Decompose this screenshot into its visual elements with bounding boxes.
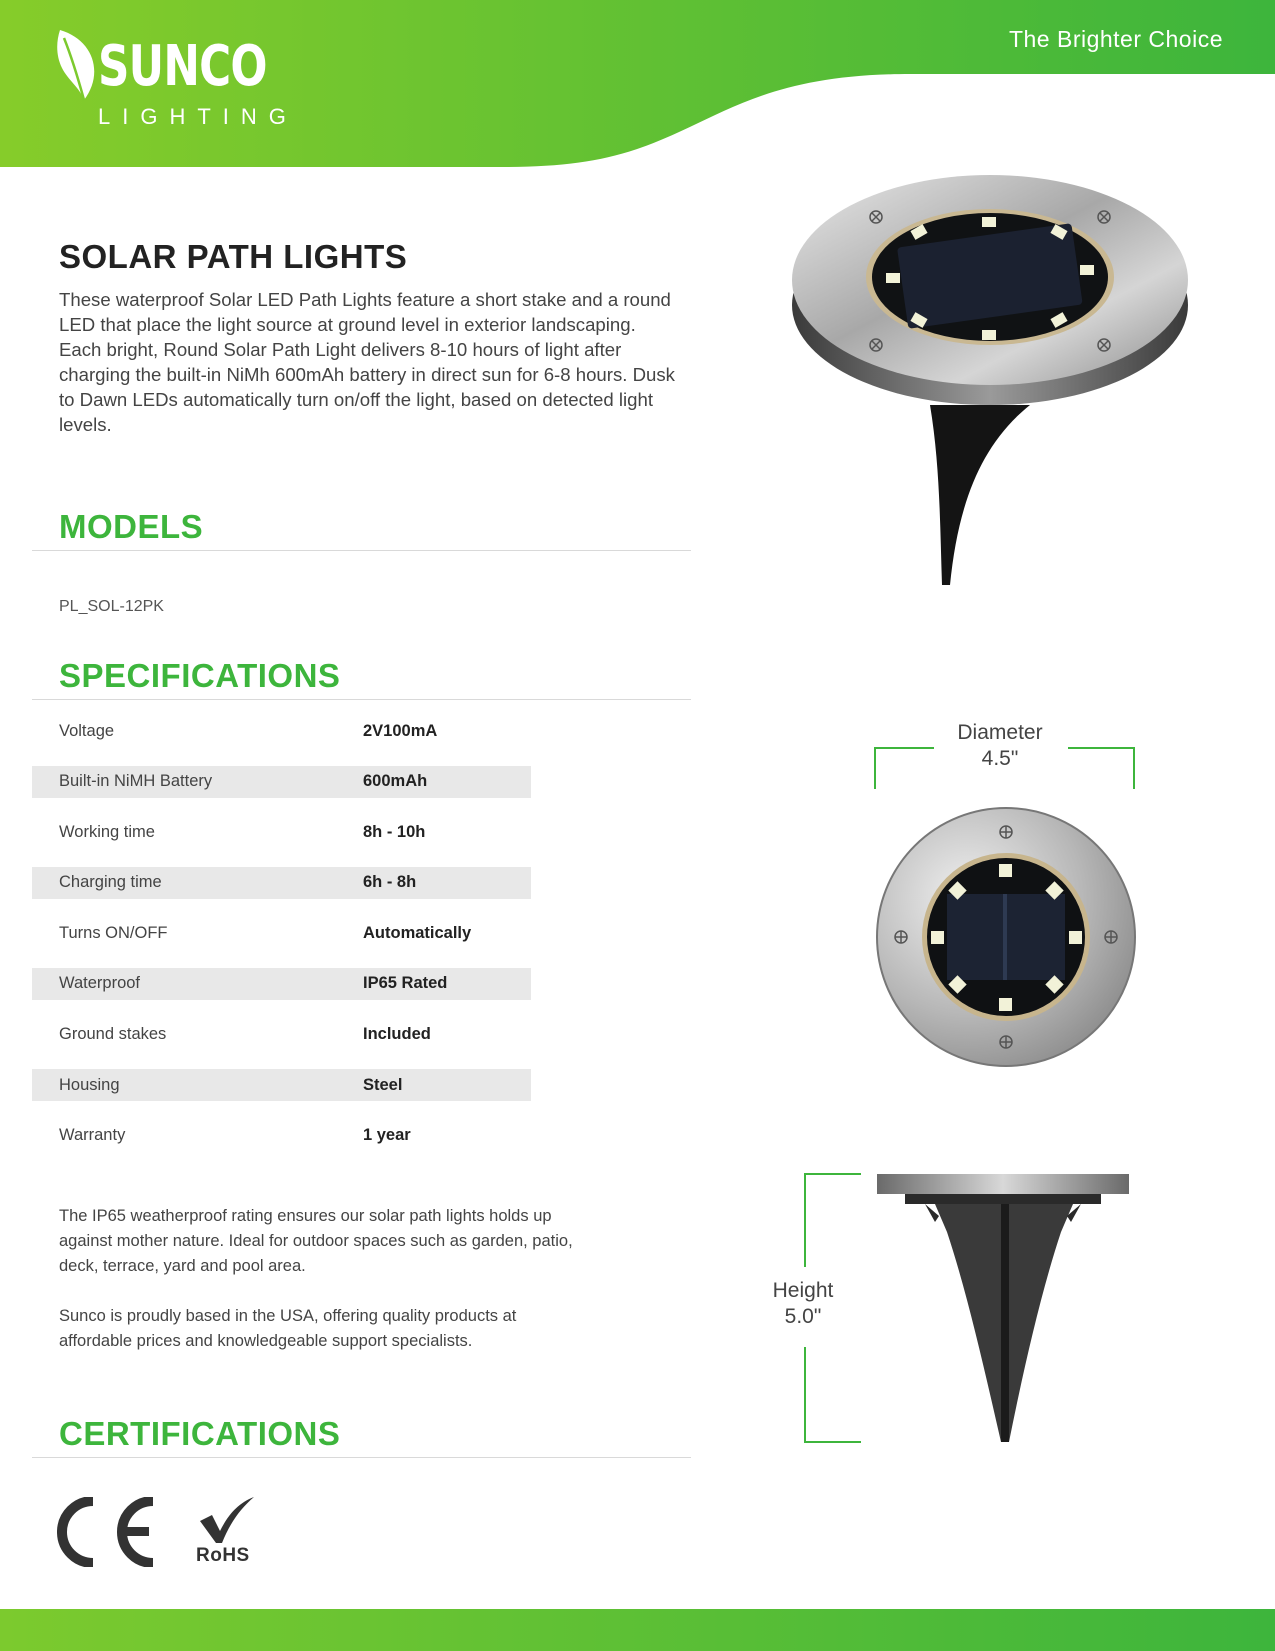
height-text: Height: [772, 1279, 834, 1302]
height-value: 5.0": [784, 1305, 822, 1328]
spec-row-battery: [32, 766, 531, 798]
spec-label: Turns ON/OFF: [59, 923, 168, 942]
spec-value: 1 year: [363, 1126, 411, 1145]
specifications-heading: SPECIFICATIONS: [59, 657, 341, 694]
spec-label: Built-in NiMH Battery: [59, 772, 213, 791]
spec-value: 600mAh: [363, 772, 428, 791]
page-title: SOLAR PATH LIGHTS: [59, 238, 408, 275]
spec-label: Working time: [59, 822, 155, 841]
diameter-value: 4.5": [981, 747, 1019, 770]
spec-table: [32, 715, 531, 1170]
height-label: [753, 1278, 853, 1330]
logo-wordmark: SUNCO: [98, 34, 267, 99]
spec-label: Waterproof: [59, 974, 141, 993]
specifications-divider: [32, 699, 691, 700]
spec-label: Warranty: [59, 1126, 126, 1145]
spec-value: 6h - 8h: [363, 873, 417, 892]
product-top-view-image: [875, 806, 1137, 1068]
weatherproof-paragraph: The IP65 weatherproof rating ensures our solar path lights holds up against mother nature. Ideal for outdoor spaces such as garden, patio, deck, terrace, yard and pool area.: [59, 1207, 573, 1275]
spec-value: 2V100mA: [363, 721, 438, 740]
spec-row-voltage: [32, 715, 531, 747]
spec-row-housing: [32, 1069, 531, 1101]
model-number: PL_SOL-12PK: [59, 598, 164, 615]
spec-row-turns-on-off: [32, 917, 531, 949]
spec-label: Voltage: [59, 721, 115, 740]
tagline: The Brighter Choice: [1008, 26, 1223, 52]
rohs-label: RoHS: [196, 1545, 250, 1566]
leaf-icon: [54, 28, 102, 108]
product-side-view-image: [875, 1172, 1131, 1447]
spec-row-waterproof: [32, 968, 531, 1000]
spec-row-warranty: [32, 1120, 531, 1152]
certifications-divider: [32, 1457, 691, 1458]
header-banner: [0, 0, 1275, 170]
spec-row-charging-time: [32, 867, 531, 899]
spec-label: Ground stakes: [59, 1025, 167, 1044]
spec-value: Included: [363, 1025, 431, 1044]
spec-value: 8h - 10h: [363, 822, 426, 841]
models-heading: MODELS: [59, 508, 204, 545]
intro-paragraph: These waterproof Solar LED Path Lights feature a short stake and a round LED that place the light source at ground level in exterior landscaping. Each bright, Round Solar Path Light delivers 8-10 hours of light after charging the built-in NiMh 600mAh battery in direct sun for 6-8 hours. Dusk to Dawn LEDs automatically turn on/off the light, based on detected light levels.: [59, 289, 675, 435]
spec-label: Housing: [59, 1075, 120, 1094]
footer-bar: [0, 1609, 1275, 1651]
logo-subtitle: LIGHTING: [98, 104, 298, 129]
company-paragraph: Sunco is proudly based in the USA, offering quality products at affordable prices and knowledgeable support specialists.: [59, 1307, 517, 1350]
rohs-check-icon: [196, 1497, 256, 1566]
spec-value: IP65 Rated: [363, 974, 448, 993]
certifications-heading: CERTIFICATIONS: [59, 1415, 341, 1452]
spec-label: Charging time: [59, 873, 162, 892]
product-perspective-image: [790, 165, 1190, 615]
spec-value: Steel: [363, 1075, 403, 1094]
spec-row-working-time: [32, 816, 531, 848]
sunco-logo: [54, 28, 298, 138]
diameter-bracket: [874, 745, 1136, 790]
diameter-text: Diameter: [957, 721, 1043, 744]
spec-row-ground-stakes: [32, 1019, 531, 1051]
models-divider: [32, 550, 691, 551]
ce-mark-icon: [57, 1497, 157, 1572]
spec-value: Automatically: [363, 923, 472, 942]
